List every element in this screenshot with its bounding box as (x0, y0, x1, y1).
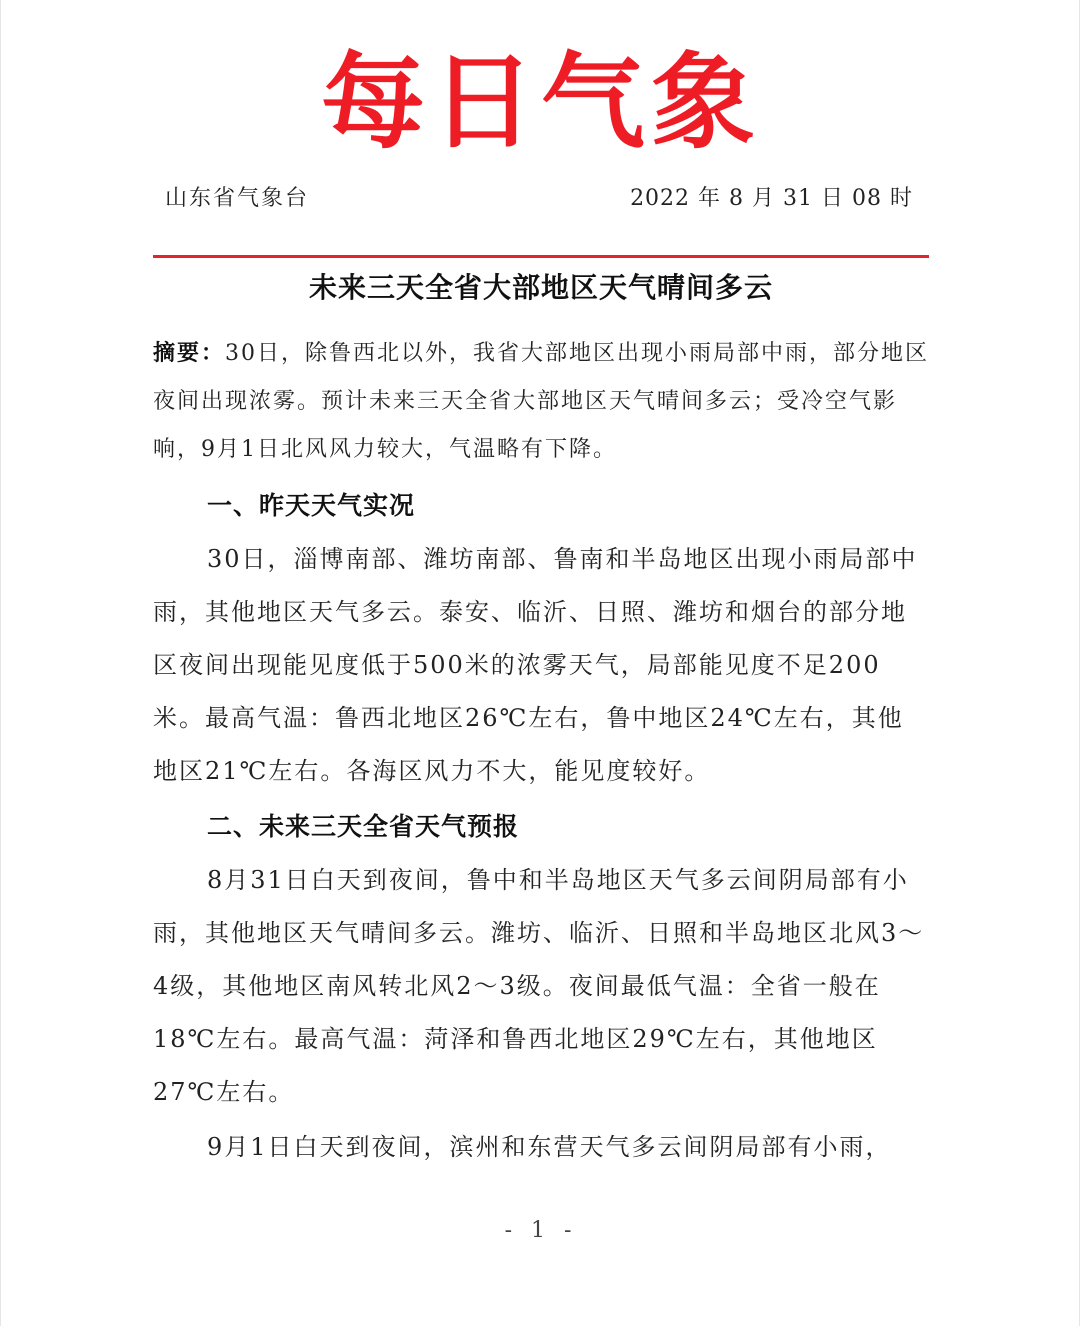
bulletin-title: 未来三天全省大部地区天气晴间多云 (308, 271, 773, 304)
red-divider (153, 255, 929, 258)
forecast-paragraph-sep1: 9月1日白天到夜间，滨州和东营天气多云间阴局部有小雨， (207, 1133, 892, 1161)
issue-datetime: 2022 年 8 月 31 日 08 时 (630, 186, 913, 211)
forecast-paragraph-aug31: 8月31日白天到夜间，鲁中和半岛地区天气多云间阴局部有小雨，其他地区天气晴间多云。潍坊、临沂、日照和半岛地区北风3～4级，其他地区南风转北风2～3级。夜间最低气温：全省一般在18℃左右。最高气温：菏泽和鲁西北地区29℃左右，其他地区27℃左右。 (153, 866, 925, 1106)
abstract-text: 30日，除鲁西北以外，我省大部地区出现小雨局部中雨，部分地区夜间出现浓雾。预计未来三天全省大部地区天气晴间多云；受冷空气影响，9月1日北风风力较大，气温略有下降。 (153, 341, 930, 462)
page-number: - 1 - (504, 1218, 578, 1243)
issuer-name: 山东省气象台 (165, 186, 310, 211)
section-heading-observed: 一、昨天天气实况 (207, 491, 416, 520)
abstract-label: 摘要： (153, 341, 226, 366)
observed-weather-paragraph: 30日，淄博南部、潍坊南部、鲁南和半岛地区出现小雨局部中雨，其他地区天气多云。泰安、临沂、日照、潍坊和烟台的部分地区夜间出现能见度低于500米的浓雾天气，局部能见度不足200米。最高气温：鲁西北地区26℃左右，鲁中地区24℃左右，其他地区21℃左右。各海区风力不大，能见度较好。 (153, 545, 918, 785)
abstract (153, 330, 929, 474)
masthead-title: 每日气象 (320, 41, 761, 163)
section-heading-forecast: 二、未来三天全省天气预报 (207, 812, 520, 841)
